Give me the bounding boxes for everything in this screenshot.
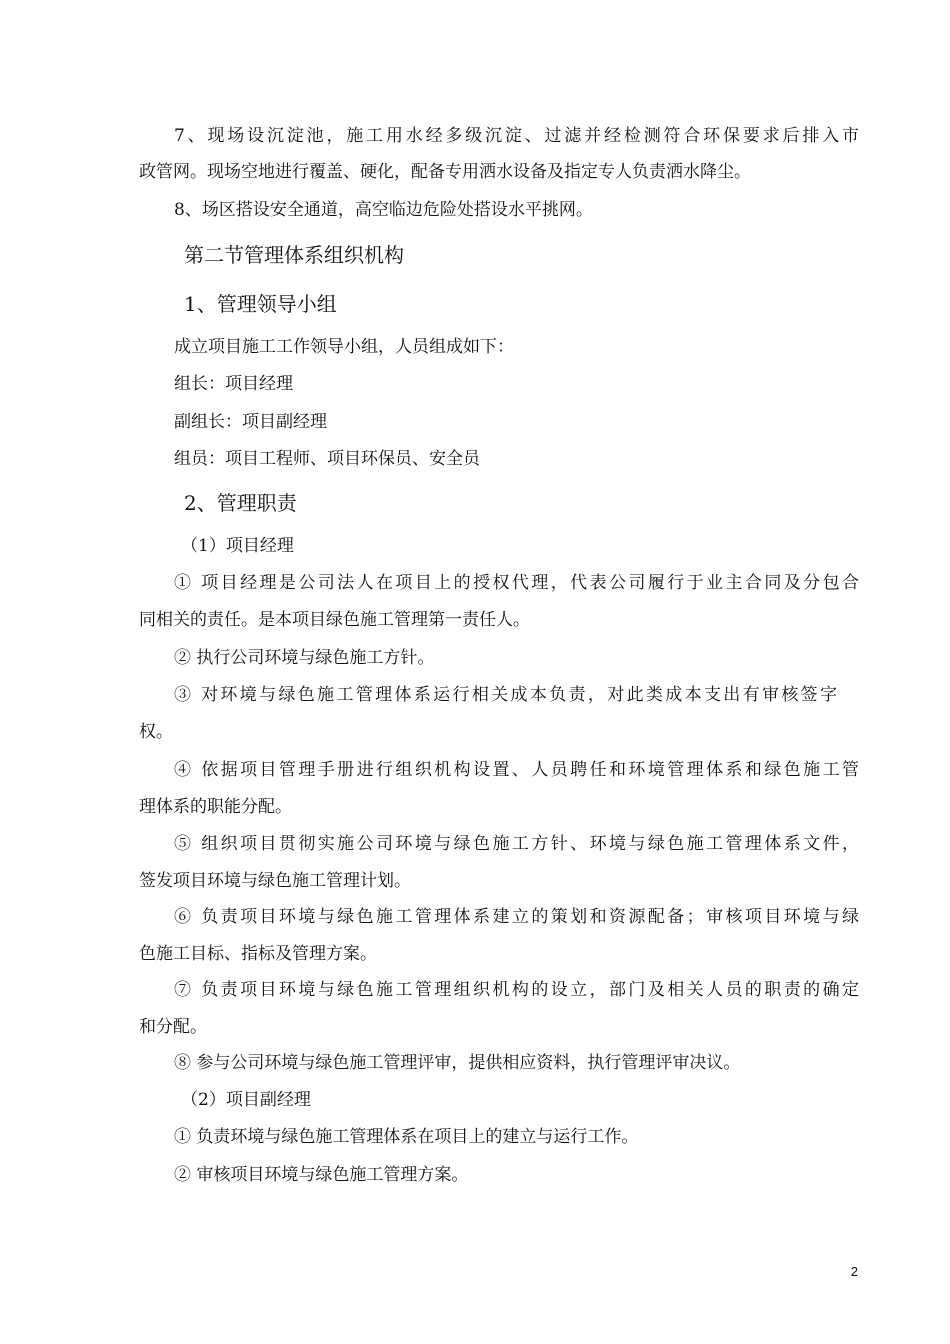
paragraph-line: ⑤ 组织项目贯彻实施公司环境与绿色施工方针、环境与绿色施工管理体系文件， — [174, 834, 859, 854]
paragraph-line: 组员：项目工程师、项目环保员、安全员 — [174, 449, 480, 469]
item-heading: （1）项目经理 — [181, 536, 294, 556]
paragraph-line: ⑥ 负责项目环境与绿色施工管理体系建立的策划和资源配备；审核项目环境与绿 — [174, 907, 859, 927]
paragraph-line: 副组长：项目副经理 — [174, 412, 327, 432]
paragraph-line: ④ 依据项目管理手册进行组织机构设置、人员聘任和环境管理体系和绿色施工管 — [174, 760, 859, 780]
paragraph-line: 7、现场设沉淀池，施工用水经多级沉淀、过滤并经检测符合环保要求后排入市 — [174, 126, 859, 146]
paragraph-line: 色施工目标、指标及管理方案。 — [139, 944, 377, 964]
paragraph-line: ⑦ 负责项目环境与绿色施工管理组织机构的设立，部门及相关人员的职责的确定 — [174, 980, 859, 1000]
paragraph-line: 8、场区搭设安全通道，高空临边危险处搭设水平挑网。 — [174, 200, 593, 220]
paragraph-line: 和分配。 — [139, 1017, 207, 1037]
paragraph-line: 同相关的责任。是本项目绿色施工管理第一责任人。 — [139, 610, 530, 630]
subsection-heading: 2、管理职责 — [184, 491, 297, 515]
paragraph-line: ② 审核项目环境与绿色施工管理方案。 — [174, 1165, 469, 1185]
paragraph-line: ① 项目经理是公司法人在项目上的授权代理，代表公司履行于业主合同及分包合 — [174, 573, 859, 593]
item-heading: （2）项目副经理 — [181, 1090, 311, 1110]
paragraph-line: ③ 对环境与绿色施工管理体系运行相关成本负责，对此类成本支出有审核签字 — [174, 685, 837, 705]
paragraph-line: 组长：项目经理 — [174, 374, 293, 394]
subsection-heading: 1、管理领导小组 — [184, 292, 337, 316]
paragraph-line: 签发项目环境与绿色施工管理计划。 — [139, 871, 411, 891]
paragraph-line: ① 负责环境与绿色施工管理体系在项目上的建立与运行工作。 — [174, 1127, 639, 1147]
page-number: 2 — [850, 1264, 858, 1279]
paragraph-line: 成立项目施工工作领导小组，人员组成如下： — [174, 337, 514, 357]
section-heading: 第二节管理体系组织机构 — [184, 243, 404, 267]
paragraph-line: 理体系的职能分配。 — [139, 797, 292, 817]
paragraph-line: 权。 — [139, 722, 173, 742]
paragraph-line: ② 执行公司环境与绿色施工方针。 — [174, 648, 435, 668]
paragraph-line: 政管网。现场空地进行覆盖、硬化，配备专用洒水设备及指定专人负责洒水降尘。 — [139, 162, 751, 182]
paragraph-line: ⑧ 参与公司环境与绿色施工管理评审，提供相应资料，执行管理评审决议。 — [174, 1053, 741, 1073]
